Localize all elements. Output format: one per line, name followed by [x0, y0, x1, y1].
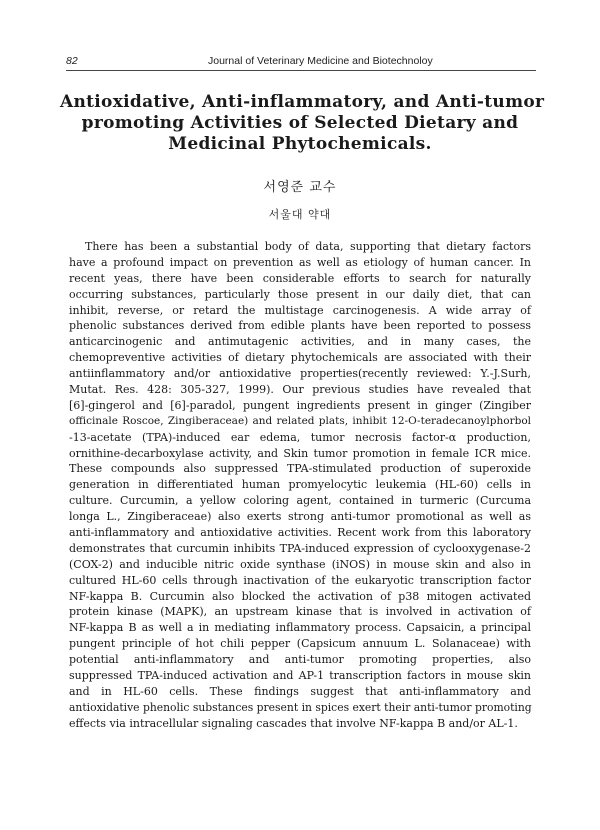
body-line: officinale Roscoe, Zingiberaceae) and related plats, inhibit 12-O-teradecanoylphorbol — [69, 414, 531, 427]
title-line: Antioxidative, Anti-inflammatory, and Anti-tumor — [60, 92, 545, 112]
body-line: chemopreventive activities of dietary phytochemicals are associated with their — [69, 351, 531, 365]
body-line: NF-kappa B. Curcumin also blocked the activation of p38 mitogen activated — [69, 589, 531, 603]
body-line: recent yeas, there have been considerable efforts to search for naturally — [69, 271, 531, 285]
paper-title — [60, 92, 545, 155]
body-line: Mutat. Res. 428: 305-327, 1999). Our previous studies have revealed that — [69, 383, 531, 397]
page-number: 82 — [66, 55, 78, 67]
body-line: (COX-2) and inducible nitric oxide synthase (iNOS) in mouse skin and also in — [69, 557, 531, 571]
body-line: [6]-gingerol and [6]-paradol, pungent ingredients present in ginger (Zingiber — [69, 398, 531, 412]
body-line: ornithine-decarboxylase activity, and Skin tumor promotion in female ICR mice. — [69, 446, 531, 460]
body-line: cultured HL-60 cells through inactivation of the eukaryotic transcription factor — [69, 573, 531, 587]
title-line: promoting Activities of Selected Dietary and — [81, 113, 519, 133]
body-line: have a profound impact on prevention as well as etiology of human cancer. In — [69, 255, 531, 269]
body-line: phenolic substances derived from edible plants have been reported to possess — [69, 319, 531, 333]
body-line: and in HL-60 cells. These findings suggest that anti-inflammatory and — [69, 684, 531, 698]
body-line: generation in differentiated human promyelocytic leukemia (HL-60) cells in — [69, 478, 531, 492]
abstract-body — [69, 239, 531, 732]
body-line: occurring substances, particularly those present in our daily diet, that can — [69, 287, 531, 301]
body-line: pungent principle of hot chili pepper (Capsicum annuum L. Solanaceae) with — [69, 637, 531, 651]
journal-title: Journal of Veterinary Medicine and Biotechnoloy — [208, 55, 433, 67]
body-line: suppressed TPA-induced activation and AP-1 transcription factors in mouse skin — [69, 669, 531, 683]
body-line: antiinflammatory and/or antioxidative properties(recently reviewed: Y.-J.Surh, — [69, 367, 531, 381]
body-line: potential anti-inflammatory and anti-tumor promoting properties, also — [69, 653, 531, 667]
body-line: NF-kappa B as well a in mediating inflammatory process. Capsaicin, a principal — [69, 621, 531, 635]
body-line: protein kinase (MAPK), an upstream kinase that is involved in activation of — [69, 605, 531, 619]
body-line: anti-inflammatory and antioxidative activities. Recent work from this laboratory — [69, 526, 531, 540]
body-line: demonstrates that curcumin inhibits TPA-induced expression of cyclooxygenase-2 — [69, 541, 531, 555]
body-line: inhibit, reverse, or retard the multistage carcinogenesis. A wide array of — [69, 303, 531, 317]
title-line: Medicinal Phytochemicals. — [168, 134, 432, 154]
body-line: culture. Curcumin, a yellow coloring agent, contained in turmeric (Curcuma — [69, 494, 531, 508]
running-header — [66, 52, 536, 71]
author-name: 서영준 교수 — [263, 180, 337, 195]
body-line: effects via intracellular signaling cascades that involve NF-kappa B and/or AL-1. — [69, 716, 518, 730]
author-affiliation: 서울대 약대 — [268, 208, 332, 221]
body-line: These compounds also suppressed TPA-stimulated production of superoxide — [69, 462, 531, 476]
body-line: anticarcinogenic and antimutagenic activities, and in many cases, the — [69, 335, 531, 349]
body-line: antioxidative phenolic substances present in spices exert their anti-tumor promoting — [69, 700, 532, 714]
body-line: -13-acetate (TPA)-induced ear edema, tumor necrosis factor-α production, — [69, 430, 531, 444]
body-line: There has been a substantial body of data, supporting that dietary factors — [85, 240, 531, 253]
body-line: longa L., Zingiberaceae) also exerts strong anti-tumor promotional as well as — [69, 510, 531, 524]
